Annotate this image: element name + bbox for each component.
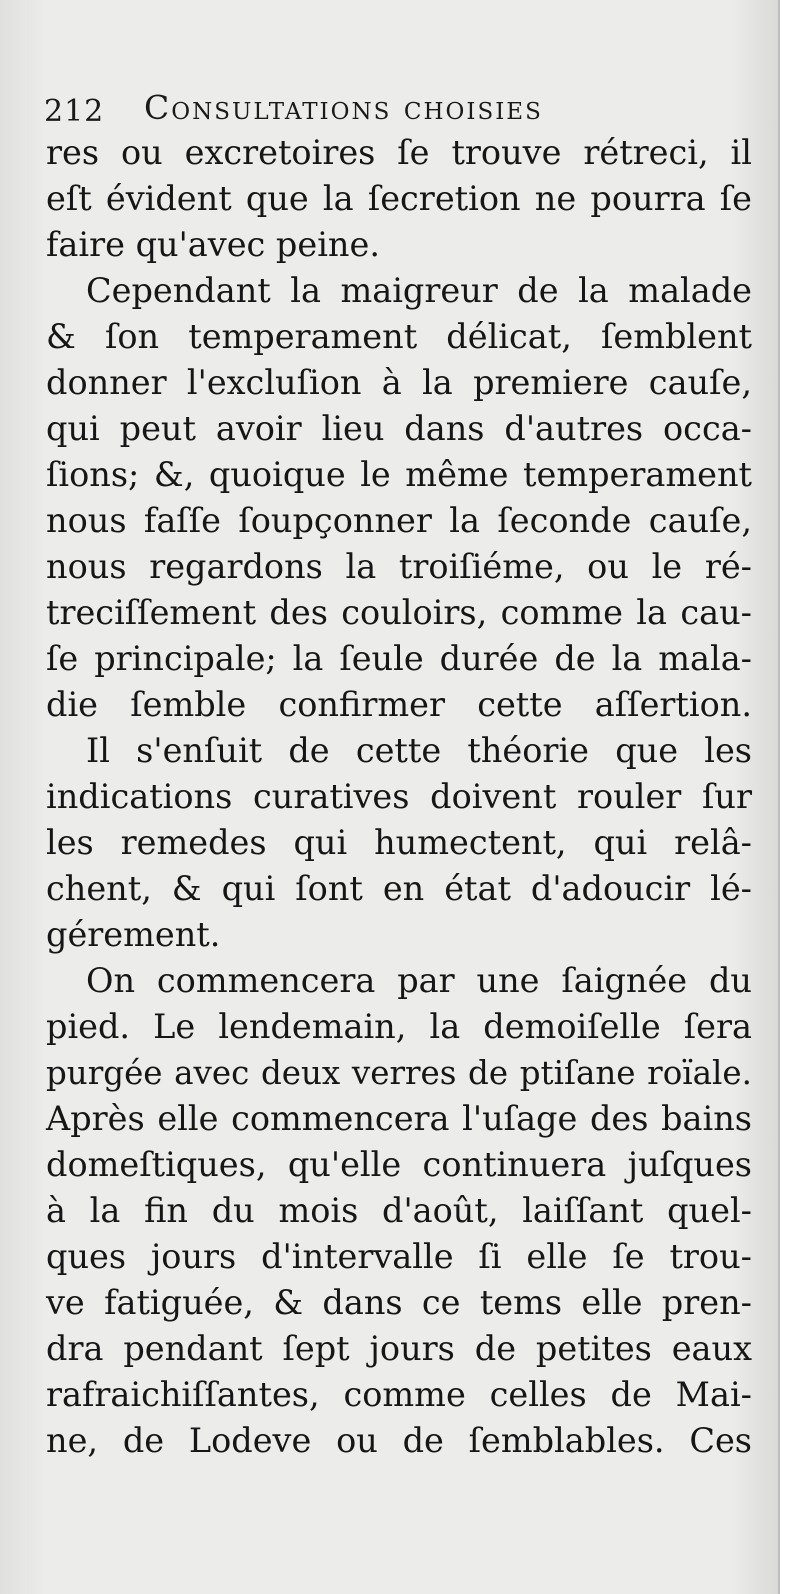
text-line: à la fin du mois d'août, laiſſant quel-	[46, 1191, 752, 1230]
page-number: 212	[44, 94, 105, 129]
text-line: purgée avec deux verres de ptiſane roïale.	[46, 1054, 752, 1092]
text-line: treciſſement des couloirs, comme la cau-	[46, 593, 752, 632]
text-line: Il s'enſuit de cette théorie que les	[86, 731, 752, 770]
body-text	[46, 130, 752, 1464]
text-line: ſions; &, quoique le même temperament	[46, 455, 752, 494]
text-line: dra pendant ſept jours de petites eaux	[46, 1329, 752, 1368]
text-line: faire qu'avec peine.	[46, 225, 380, 264]
text-line: & ſon temperament délicat, ſemblent	[46, 317, 752, 356]
text-line: rafraichiſſantes, comme celles de Mai-	[46, 1375, 752, 1414]
text-line: eſt évident que la ſecretion ne pourra ſe	[46, 179, 752, 218]
text-line: Après elle commencera l'uſage des bains	[46, 1099, 752, 1138]
text-line: indications curatives doivent rouler ſur	[46, 777, 752, 816]
text-line: die ſemble confirmer cette aſſertion.	[46, 685, 752, 724]
text-line: domeſtiques, qu'elle continuera juſques	[46, 1145, 752, 1184]
running-title: Consultations choisies	[144, 88, 543, 127]
text-line: On commencera par une ſaignée du	[86, 961, 752, 1000]
text-line: ne, de Lodeve ou de ſemblables. Ces	[46, 1421, 752, 1460]
text-line: qui peut avoir lieu dans d'autres occa-	[46, 409, 752, 448]
text-line: res ou excretoires ſe trouve rétreci, il	[46, 133, 752, 172]
text-line: ques jours d'intervalle ſi elle ſe trou-	[46, 1237, 752, 1276]
text-line: chent, & qui ſont en état d'adoucir lé-	[46, 869, 752, 908]
text-line: gérement.	[46, 915, 221, 954]
text-line: donner l'excluſion à la premiere cauſe,	[46, 363, 752, 402]
text-line: ve fatiguée, & dans ce tems elle pren-	[46, 1283, 752, 1322]
text-line: pied. Le lendemain, la demoiſelle ſera	[46, 1007, 752, 1046]
text-line: Cependant la maigreur de la malade	[86, 271, 752, 310]
text-line: ſe principale; la ſeule durée de la mala-	[46, 639, 752, 678]
text-line: nous faſſe ſoupçonner la ſeconde cauſe,	[46, 501, 752, 540]
page-edge	[778, 0, 800, 1594]
text-line: nous regardons la troiſiéme, ou le ré-	[46, 547, 752, 586]
text-line: les remedes qui humectent, qui relâ-	[46, 823, 752, 862]
